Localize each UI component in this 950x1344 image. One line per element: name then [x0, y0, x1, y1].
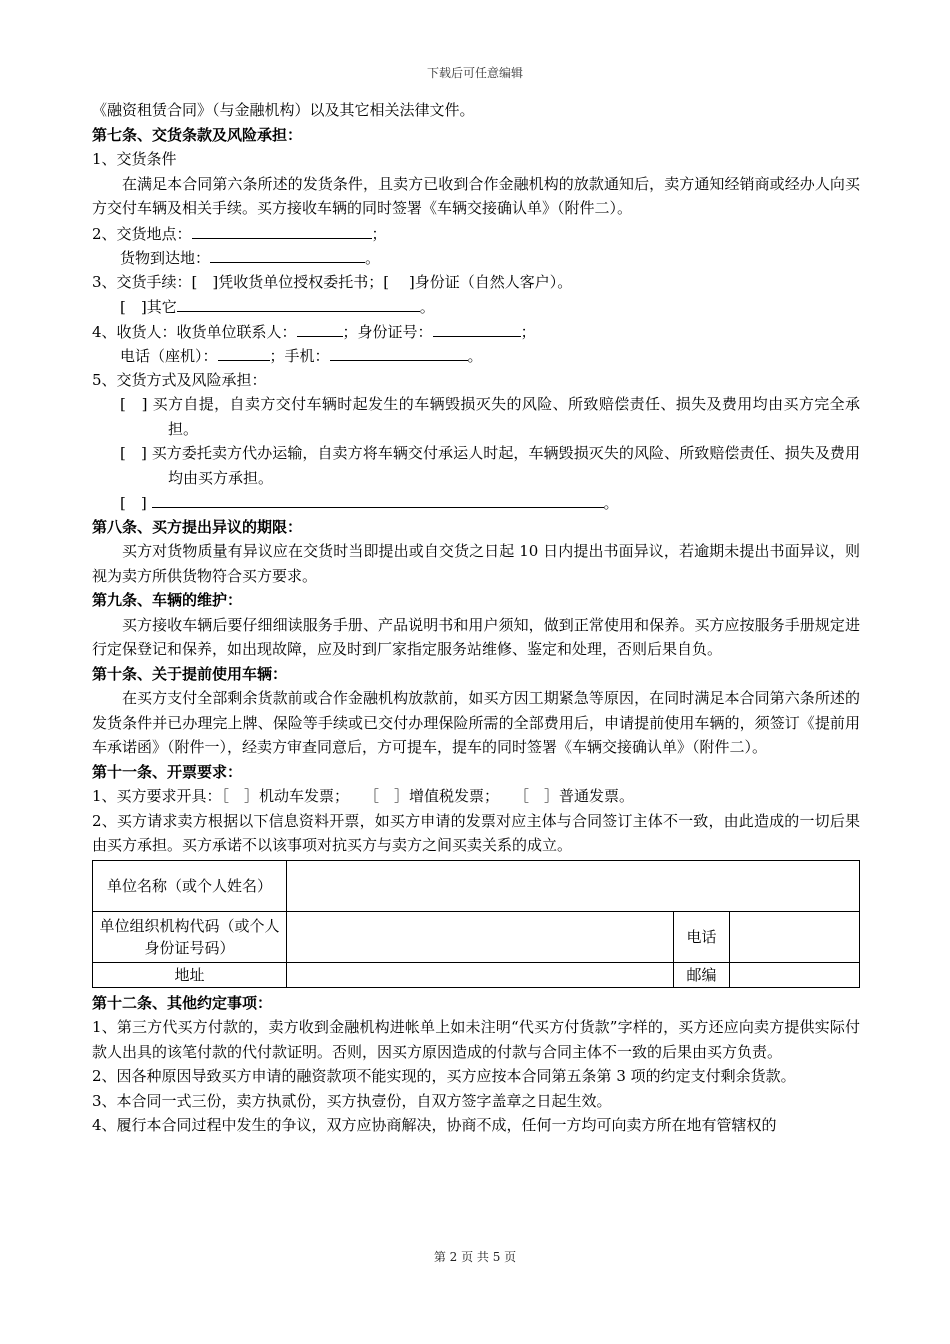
id-number-label: ；身份证号：	[342, 322, 433, 341]
delivery-procedures-line: 3、交货手续：[ ]凭收货单位授权委托书；[ ]身份证（自然人客户）。	[92, 272, 573, 291]
mobile-label: ；手机：	[269, 347, 330, 365]
unit-name-value[interactable]	[287, 860, 860, 911]
delivery-location-line	[92, 221, 860, 246]
destination-label: 货物到达地：	[120, 249, 211, 267]
article-10-title: 第十条、关于提前使用车辆：	[92, 664, 288, 683]
phone-label: 电话	[674, 911, 730, 962]
mobile-blank	[330, 343, 468, 361]
other-procedures-blank	[177, 294, 420, 312]
phone-line	[92, 343, 860, 368]
article-12-s3: 3、本合同一式三份，卖方执贰份，买方执壹份，自双方签字盖章之日起生效。	[92, 1091, 612, 1110]
article-10-text: 在买方支付全部剩余货款前或合作金融机构放款前，如买方因工期紧急等原因，在同时满足本合同第六条所述的发货条件并已办理完上牌、保险等手续或已交付办理保险所需的全部费用后，申请提前使用车辆的，须签订《提前用车承诺函》（附件一），经卖方审查同意后，方可提车，提车的同时签署《车辆交接确认单》（附件二）。	[92, 689, 860, 756]
table-row	[93, 860, 860, 911]
delivery-location-blank	[192, 221, 372, 239]
org-code-value[interactable]	[287, 911, 674, 962]
postcode-label: 邮编	[674, 962, 730, 987]
org-code-label: 单位组织机构代码（或个人身份证号码）	[93, 911, 287, 962]
article-8-title: 第八条、买方提出异议的期限：	[92, 517, 303, 536]
article-9-title: 第九条、车辆的维护：	[92, 591, 243, 609]
delivery-location-label: 2、交货地点：	[92, 224, 192, 243]
article-12-title: 第十二条、其他约定事项：	[92, 993, 273, 1012]
article-12-s4: 4、履行本合同过程中发生的争议，双方应协商解决，协商不成，任何一方均可向卖方所在地有管辖权的	[92, 1116, 777, 1134]
other-procedures-line	[92, 294, 860, 319]
postcode-value[interactable]	[730, 962, 860, 987]
destination-blank	[210, 245, 365, 263]
article-7-s1-text: 在满足本合同第六条所述的发货条件，且卖方已收到合作金融机构的放款通知后，卖方通知经销商或经办人向买方交付车辆及相关手续。买方接收车辆的同时签署《车辆交接确认单》（附件二）。	[92, 174, 860, 217]
address-label: 地址	[93, 962, 287, 987]
punct: 。	[603, 494, 619, 512]
article-8-text: 买方对货物质量有异议应在交货时当即提出或自交货之日起 10 日内提出书面异议，若逾期未提出书面异议，则视为卖方所供货物符合买方要求。	[92, 542, 860, 585]
checkbox-bracket: [ ]	[120, 494, 147, 512]
intro-line: 《融资租赁合同》（与金融机构）以及其它相关法律文件。	[92, 101, 475, 119]
article-9-text: 买方接收车辆后要仔细细读服务手册、产品说明书和用户须知，做到正常使用和保养。买方应按服务手册规定进行定保登记和保养，如出现故障，应及时到厂家指定服务站维修、鉴定和处理，否则后果自负。	[92, 615, 860, 658]
article-7-s1-title: 1、交货条件	[92, 150, 177, 168]
punct: 。	[419, 298, 435, 316]
article-7-s5-title: 5、交货方式及风险承担：	[92, 370, 267, 389]
article-7-title: 第七条、交货条款及风险承担：	[92, 125, 303, 144]
delivery-option-other	[92, 490, 860, 515]
consignee-contact-blank	[297, 319, 343, 337]
invoice-info-table	[92, 860, 860, 988]
other-option-blank	[152, 490, 604, 508]
punct: 。	[365, 249, 381, 267]
landline-blank	[218, 343, 270, 361]
consignee-contact-label: 4、收货人：收货单位联系人：	[92, 322, 297, 341]
page-footer: 第 2 页 共 5 页	[433, 1250, 517, 1264]
destination-line	[92, 245, 860, 270]
punct: ；	[520, 322, 536, 341]
delivery-option-transport: [ ] 买方委托卖方代办运输，自卖方将车辆交付承运人时起，车辆毁损灭失的风险、所致赔偿责任、损失及费用均由买方承担。	[120, 444, 860, 487]
table-row	[93, 911, 860, 962]
article-12-s2: 2、因各种原因导致买方申请的融资款项不能实现的，买方应按本合同第五条第 3 项的约定支付剩余货款。	[92, 1067, 796, 1085]
document-body	[92, 98, 860, 1138]
landline-label: 电话（座机）：	[120, 347, 218, 365]
article-12-s1: 1、第三方代买方付款的，卖方收到金融机构进帐单上如未注明“代买方付货款”字样的，买方还应向卖方提供实际付款人出具的该笔付款的代付款证明。否则，因买方原因造成的付款与合同主体不一致的后果由买方负责。	[92, 1018, 860, 1061]
phone-value[interactable]	[730, 911, 860, 962]
invoice-type-line: 1、买方要求开具：［ ］机动车发票； ［ ］增值税发票； ［ ］普通发票。	[92, 787, 635, 805]
id-number-blank	[433, 319, 521, 337]
page-header: 下载后可任意编辑	[426, 66, 523, 80]
consignee-line	[92, 319, 860, 344]
punct: ；	[371, 224, 387, 243]
delivery-option-self-pickup: [ ] 买方自提，自卖方交付车辆时起发生的车辆毁损灭失的风险、所致赔偿责任、损失及费用均由买方完全承担。	[120, 395, 860, 438]
article-11-title: 第十一条、开票要求：	[92, 762, 243, 781]
table-row	[93, 962, 860, 987]
unit-name-label: 单位名称（或个人姓名）	[93, 860, 287, 911]
other-procedures-label: [ ]其它	[120, 298, 177, 316]
address-value[interactable]	[287, 962, 674, 987]
punct: 。	[467, 347, 483, 365]
invoice-info-text: 2、买方请求卖方根据以下信息资料开票，如买方申请的发票对应主体与合同签订主体不一致，由此造成的一切后果由买方承担。买方承诺不以该事项对抗买方与卖方之间买卖关系的成立。	[92, 811, 860, 854]
